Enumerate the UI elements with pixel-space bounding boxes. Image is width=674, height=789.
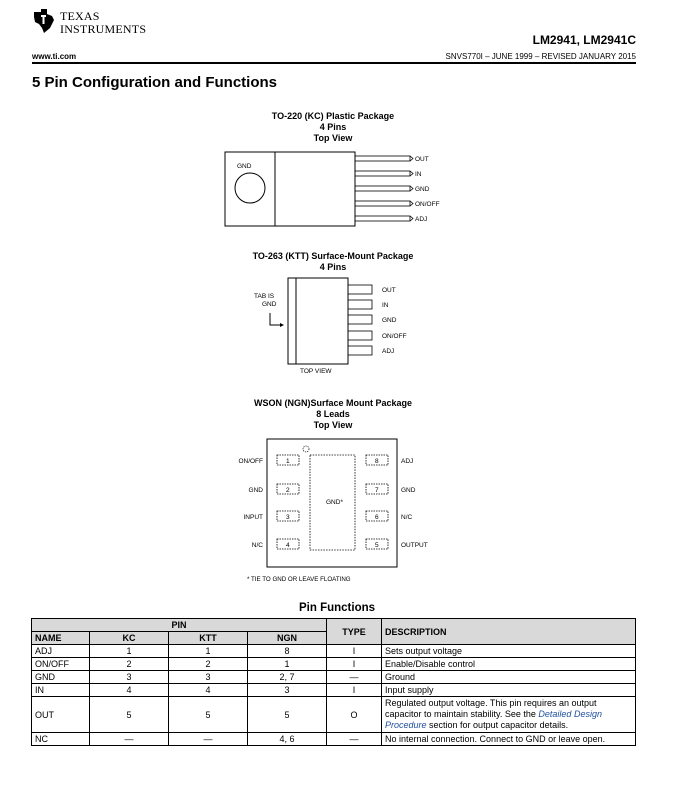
ktt-pin-out: OUT xyxy=(382,287,396,294)
ngn-num-5: 5 xyxy=(375,542,379,549)
cell-type: O xyxy=(327,697,382,733)
ktt-package-title xyxy=(200,251,466,273)
cell-ktt: 2 xyxy=(169,658,248,671)
part-numbers: LM2941, LM2941C xyxy=(532,33,636,47)
cell-desc: Sets output voltage xyxy=(382,645,636,658)
kc-package-drawing xyxy=(220,148,460,230)
ngn-pad-label: GND* xyxy=(326,499,343,506)
ngn-footnote: * TIE TO GND OR LEAVE FLOATING xyxy=(247,576,351,583)
ktt-pin-gnd: GND xyxy=(382,317,397,324)
ktt-tab-label-2: GND xyxy=(262,301,277,308)
cell-name: IN xyxy=(32,684,90,697)
cell-ktt: 4 xyxy=(169,684,248,697)
cell-desc: Input supply xyxy=(382,684,636,697)
ngn-num-1: 1 xyxy=(286,458,290,465)
detailed-design-link[interactable]: Detailed Design Procedure xyxy=(385,709,602,730)
ngn-left-pads xyxy=(277,455,299,549)
ti-logo xyxy=(32,8,152,38)
table-row xyxy=(32,733,636,746)
ti-state-icon xyxy=(32,8,56,34)
cell-type: — xyxy=(327,733,382,746)
pin-functions-table xyxy=(31,618,636,746)
ngn-package-title xyxy=(200,398,466,431)
ktt-tab-label-1: TAB IS xyxy=(254,293,275,300)
ngn-right-pads xyxy=(366,455,388,549)
cell-desc: Ground xyxy=(382,671,636,684)
table-row xyxy=(32,645,636,658)
cell-kc: — xyxy=(90,733,169,746)
ktt-package-drawing xyxy=(240,275,440,380)
cell-desc: No internal connection. Connect to GND or leave open. xyxy=(382,733,636,746)
cell-ngn: 8 xyxy=(248,645,327,658)
table-title: Pin Functions xyxy=(298,602,376,614)
kc-pin-out: OUT xyxy=(415,156,429,163)
ngn-title-line1: WSON (NGN)Surface Mount Package xyxy=(253,398,413,408)
cell-desc: Enable/Disable control xyxy=(382,658,636,671)
kc-pin-in: IN xyxy=(415,171,422,178)
kc-title-line1: TO-220 (KC) Plastic Package xyxy=(271,111,395,121)
desc-text-b: section for output capacitor details. xyxy=(426,720,569,730)
ngn-num-8: 8 xyxy=(375,458,379,465)
col-name: NAME xyxy=(32,632,90,645)
ktt-leads xyxy=(348,285,372,355)
ngn-num-2: 2 xyxy=(286,487,290,494)
cell-name: NC xyxy=(32,733,90,746)
kc-pin-onoff: ON/OFF xyxy=(415,201,440,208)
ktt-pin-adj: ADJ xyxy=(382,348,395,355)
cell-name: ON/OFF xyxy=(32,658,90,671)
desc-text-a: Regulated output voltage. This pin requires an output capacitor to maintain stability. See the xyxy=(385,698,597,719)
cell-ngn: 1 xyxy=(248,658,327,671)
cell-ngn: 3 xyxy=(248,684,327,697)
cell-type: I xyxy=(327,658,382,671)
website-link[interactable]: www.ti.com xyxy=(32,52,77,61)
table-row xyxy=(32,658,636,671)
cell-ktt: 3 xyxy=(169,671,248,684)
kc-package-title xyxy=(200,111,466,144)
col-ktt: KTT xyxy=(169,632,248,645)
pin-group-header: PIN xyxy=(32,619,327,632)
ngn-title-line3: Top View xyxy=(313,420,353,430)
ngn-num-4: 4 xyxy=(286,542,290,549)
logo-line-2: INSTRUMENTS xyxy=(60,22,147,36)
ngn-pin-adj: ADJ xyxy=(401,458,414,465)
table-row xyxy=(32,684,636,697)
table-row xyxy=(32,697,636,733)
ktt-pin-in: IN xyxy=(382,302,389,309)
ngn-num-7: 7 xyxy=(375,487,379,494)
ktt-title-line1: TO-263 (KTT) Surface-Mount Package xyxy=(252,251,414,261)
ngn-pin-output: OUTPUT xyxy=(401,542,428,549)
cell-ktt: 1 xyxy=(169,645,248,658)
cell-type: I xyxy=(327,645,382,658)
ngn-pin-gnd-right: GND xyxy=(401,487,416,494)
cell-kc: 4 xyxy=(90,684,169,697)
cell-kc: 3 xyxy=(90,671,169,684)
section-title: 5 Pin Configuration and Functions xyxy=(32,74,277,91)
ngn-pin-onoff: ON/OFF xyxy=(238,458,263,465)
cell-ngn: 4, 6 xyxy=(248,733,327,746)
kc-title-line2: 4 Pins xyxy=(319,122,347,132)
logo-line-1: TEXAS xyxy=(60,9,100,23)
col-type: TYPE xyxy=(327,619,382,645)
kc-pin-adj: ADJ xyxy=(415,216,428,223)
cell-desc xyxy=(382,697,636,733)
ktt-pin-onoff: ON/OFF xyxy=(382,333,407,340)
cell-type: I xyxy=(327,684,382,697)
ngn-pin-input: INPUT xyxy=(243,514,263,521)
cell-ngn: 5 xyxy=(248,697,327,733)
cell-name: OUT xyxy=(32,697,90,733)
doc-revision: SNVS770I – JUNE 1999 – REVISED JANUARY 2015 xyxy=(445,52,636,61)
kc-leads xyxy=(355,156,413,221)
cell-kc: 1 xyxy=(90,645,169,658)
col-description: DESCRIPTION xyxy=(382,619,636,645)
cell-kc: 5 xyxy=(90,697,169,733)
ngn-package-drawing xyxy=(225,432,445,587)
kc-pin-gnd: GND xyxy=(415,186,430,193)
pin1-marker-icon xyxy=(303,446,309,452)
ngn-num-6: 6 xyxy=(375,514,379,521)
ngn-pin-nc-left: N/C xyxy=(251,542,263,549)
cell-name: GND xyxy=(32,671,90,684)
ngn-pin-nc-right: N/C xyxy=(401,514,413,521)
ktt-view-label: TOP VIEW xyxy=(300,368,332,375)
kc-body-label: GND xyxy=(237,163,252,170)
table-row xyxy=(32,671,636,684)
ktt-title-line2: 4 Pins xyxy=(319,262,347,272)
col-kc: KC xyxy=(90,632,169,645)
cell-ktt: — xyxy=(169,733,248,746)
cell-ktt: 5 xyxy=(169,697,248,733)
cell-kc: 2 xyxy=(90,658,169,671)
table-header-row xyxy=(32,619,636,632)
cell-ngn: 2, 7 xyxy=(248,671,327,684)
col-ngn: NGN xyxy=(248,632,327,645)
cell-name: ADJ xyxy=(32,645,90,658)
kc-title-line3: Top View xyxy=(313,133,353,143)
ngn-num-3: 3 xyxy=(286,514,290,521)
cell-type: — xyxy=(327,671,382,684)
ngn-title-line2: 8 Leads xyxy=(316,409,350,419)
ngn-pin-gnd-left: GND xyxy=(248,487,263,494)
header-rule xyxy=(32,62,636,64)
